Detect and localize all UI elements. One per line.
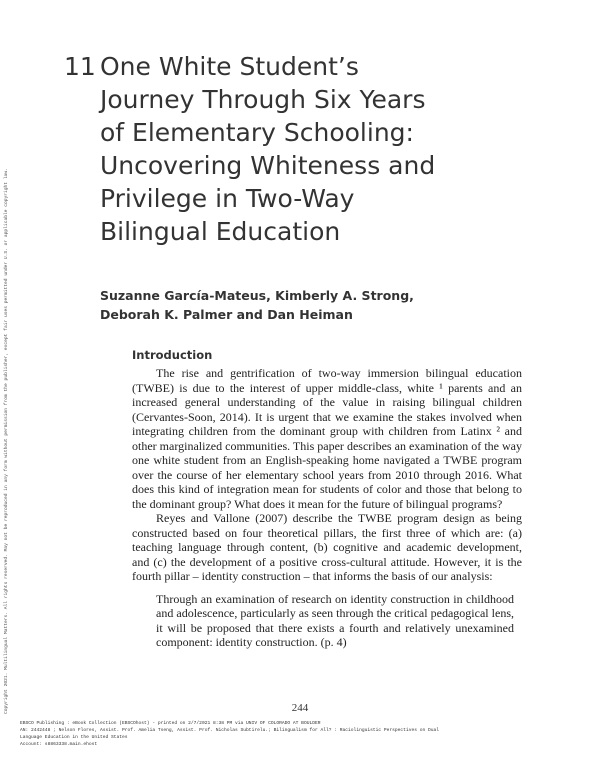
title-line: Privilege in Two-Way — [100, 184, 355, 213]
block-quote: Through an examination of research on identity construction in childhood and adolescence, particularly as seen through the critical pedagogical lens, it will be proposed that there exists a fourth and relatively unexamined component: identity construction. (p. 4) — [156, 591, 514, 649]
copyright-sidebar — [4, 168, 10, 714]
title-line: One White Student’s — [100, 52, 359, 81]
footer-line: AN: 2442448 ; Nelson Flores, Assist. Prof. Amelia Tseng, Assist. Prof. Nicholas Subtirelu.; Bilingualism for All? : Raciolinguistic Perspectives on Dual — [20, 728, 440, 733]
footer-line: EBSCO Publishing : eBook Collection (EBSCOhost) - printed on 2/7/2021 8:38 PM via UNIV OF COLORADO AT BOULDER — [20, 721, 321, 726]
footer-line: Language Education in the United States — [20, 735, 128, 740]
paragraph: The rise and gentrification of two-way immersion bilingual education (TWBE) is due to the interest of upper middle-class, white ¹ parents and an increased general understanding of the value in raising bilingual children (Cervantes-Soon, 2014). It is urgent that we examine the stakes involved when integrating children from the dominant group with children from Latinx ² and other marginalized communities. This paper describes an examination of the way one white student from an English-speaking home navigated a TWBE program over the course of her elementary school years from 2010 through 2016. What does this kind of integration mean for students of color and those that belong to the dominant group? What does it mean for the future of bilingual programs? — [132, 366, 522, 511]
paragraph: Reyes and Vallone (2007) describe the TWBE program design as being constructed based on four theoretical pillars, the first three of which are: (a) teaching language through content, (b) cognitive and academic development, and (c) the development of a positive cross-cultural attitude. However, it is the fourth pillar – identity construction – that informs the basis of our analysis: — [132, 511, 522, 583]
author-line: Deborah K. Palmer and Dan Heiman — [100, 307, 353, 322]
title-line: Journey Through Six Years — [100, 85, 426, 114]
footer-line: Account: s8863338.main.ehost — [20, 742, 98, 747]
chapter-number: 11 — [64, 52, 96, 81]
section-heading: Introduction — [132, 348, 213, 362]
title-line: of Elementary Schooling: — [100, 118, 414, 147]
body-text — [132, 366, 522, 650]
ebsco-footer — [20, 720, 439, 748]
title-line: Bilingual Education — [100, 217, 341, 246]
title-line: Uncovering Whiteness and — [100, 151, 436, 180]
copyright-line: Copyright 2021. Multilingual Matters. All rights reserved. May not be reproduced in any form without permission from the publisher, except fair uses permitted under U.S. or applicable copyright law. — [4, 168, 9, 714]
page-number: 244 — [291, 702, 309, 714]
chapter-title — [64, 50, 534, 248]
author-line: Suzanne García-Mateus, Kimberly A. Strong, — [100, 288, 414, 303]
authors — [100, 286, 414, 324]
